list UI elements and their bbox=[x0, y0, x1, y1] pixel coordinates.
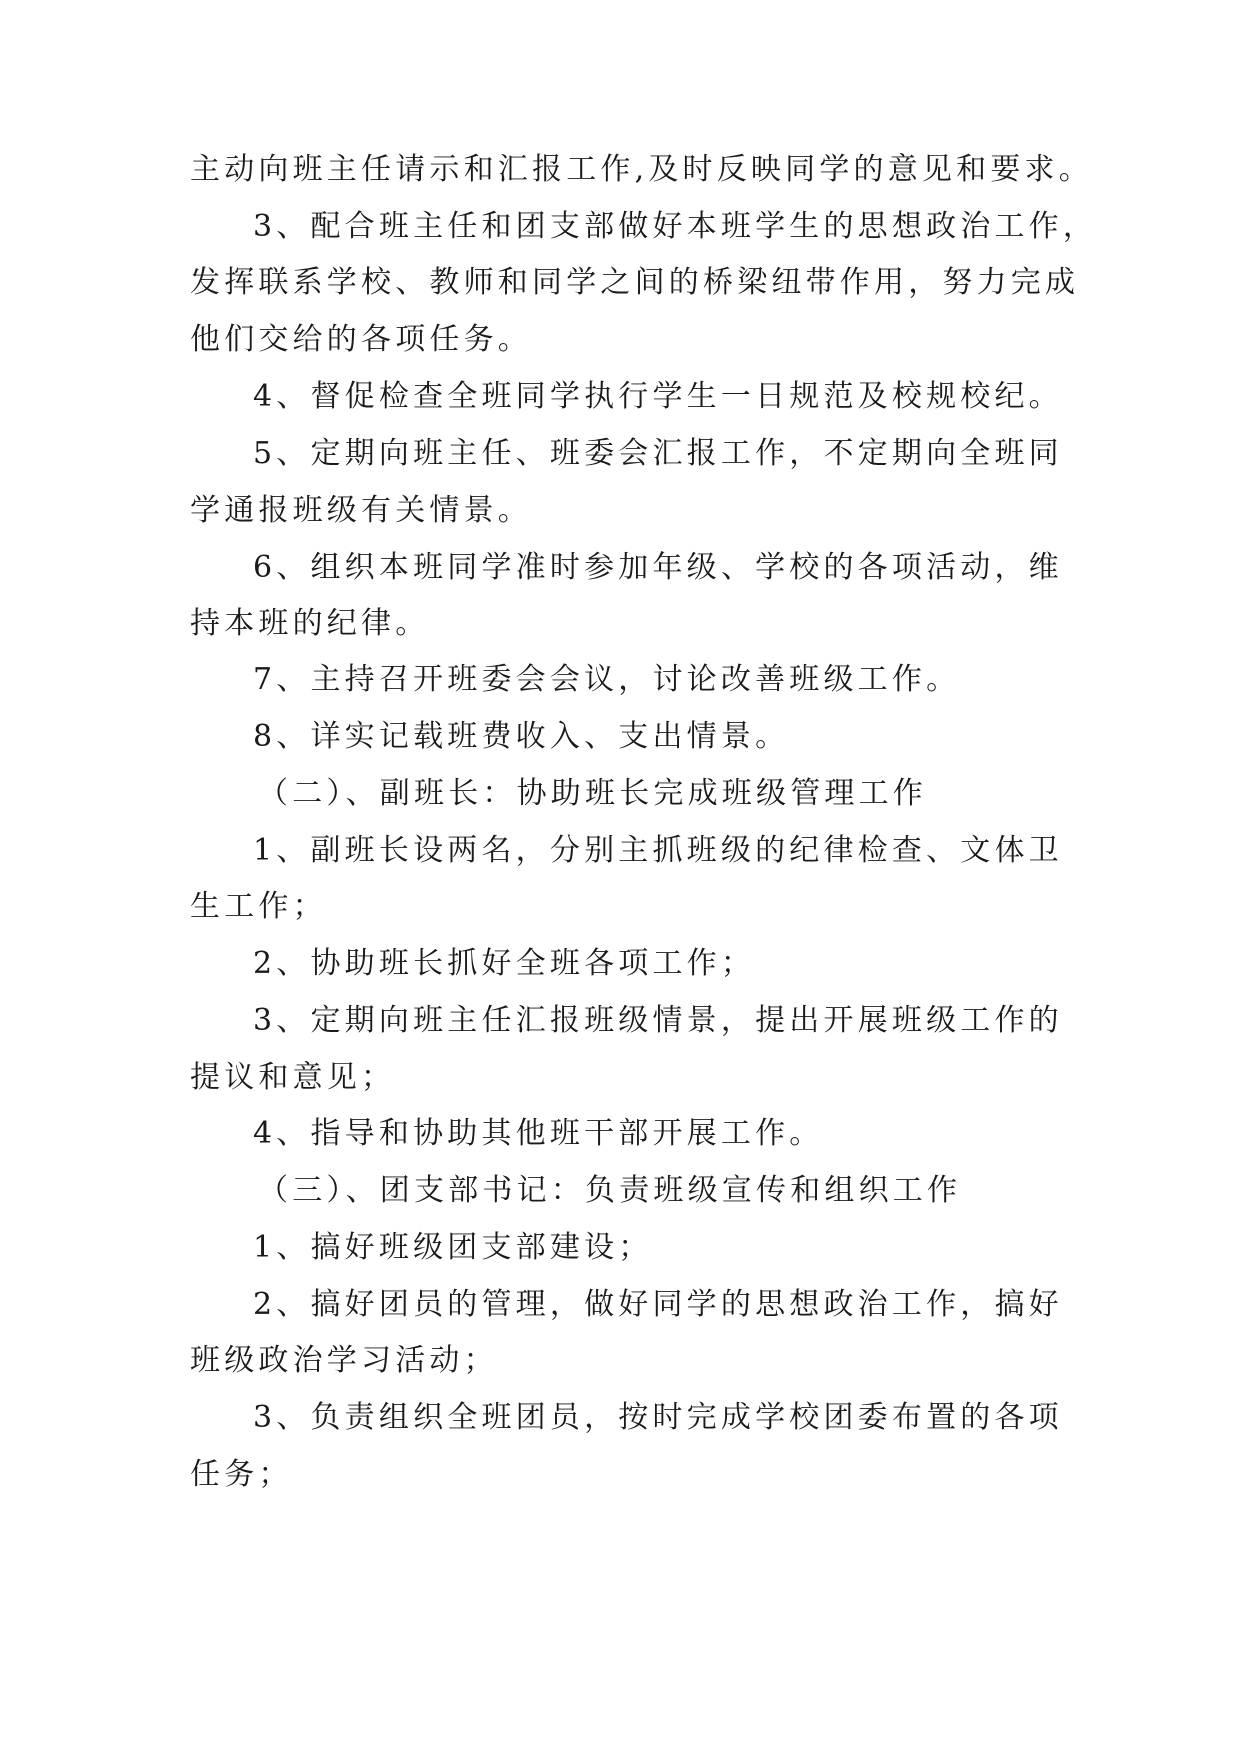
text-line: 1、搞好班级团支部建设； bbox=[253, 1230, 653, 1265]
text-line: 任务； bbox=[190, 1457, 293, 1492]
text-line: 6、组织本班同学准时参加年级、学校的各项活动，维 bbox=[253, 550, 1063, 585]
text-line: 提议和意见； bbox=[190, 1060, 396, 1095]
text-line: 学通报班级有关情景。 bbox=[190, 493, 532, 528]
text-line: 5、定期向班主任、班委会汇报工作，不定期向全班同 bbox=[253, 436, 1063, 471]
text-line: 7、主持召开班委会会议，讨论改善班级工作。 bbox=[253, 662, 961, 697]
text-line: 2、协助班长抓好全班各项工作； bbox=[253, 946, 756, 981]
text-line: 他们交给的各项任务。 bbox=[190, 322, 532, 357]
text-line: 3、配合班主任和团支部做好本班学生的思想政治工作， bbox=[253, 209, 1098, 244]
text-line: 8、详实记载班费收入、支出情景。 bbox=[253, 719, 790, 754]
text-line: 3、负责组织全班团员，按时完成学校团委布置的各项 bbox=[253, 1400, 1063, 1435]
text-line: 1、副班长设两名，分别主抓班级的纪律检查、文体卫 bbox=[253, 833, 1063, 868]
text-line: 持本班的纪律。 bbox=[190, 606, 430, 641]
section-heading: （三）、团支部书记：负责班级宣传和组织工作 bbox=[258, 1173, 962, 1208]
text-line: 3、定期向班主任汇报班级情景，提出开展班级工作的 bbox=[253, 1003, 1063, 1038]
text-line: 班级政治学习活动； bbox=[190, 1343, 498, 1378]
text-line: 2、搞好团员的管理，做好同学的思想政治工作，搞好 bbox=[253, 1287, 1063, 1322]
text-line: 生工作； bbox=[190, 889, 327, 924]
text-line: 发挥联系学校、教师和同学之间的桥梁纽带作用，努力完成 bbox=[190, 265, 1080, 300]
text-line: 主动向班主任请示和汇报工作,及时反映同学的意见和要求。 bbox=[190, 152, 1093, 187]
text-line: 4、指导和协助其他班干部开展工作。 bbox=[253, 1116, 824, 1151]
section-heading: （二）、副班长：协助班长完成班级管理工作 bbox=[258, 776, 927, 811]
text-line: 4、督促检查全班同学执行学生一日规范及校规校纪。 bbox=[253, 379, 1063, 414]
